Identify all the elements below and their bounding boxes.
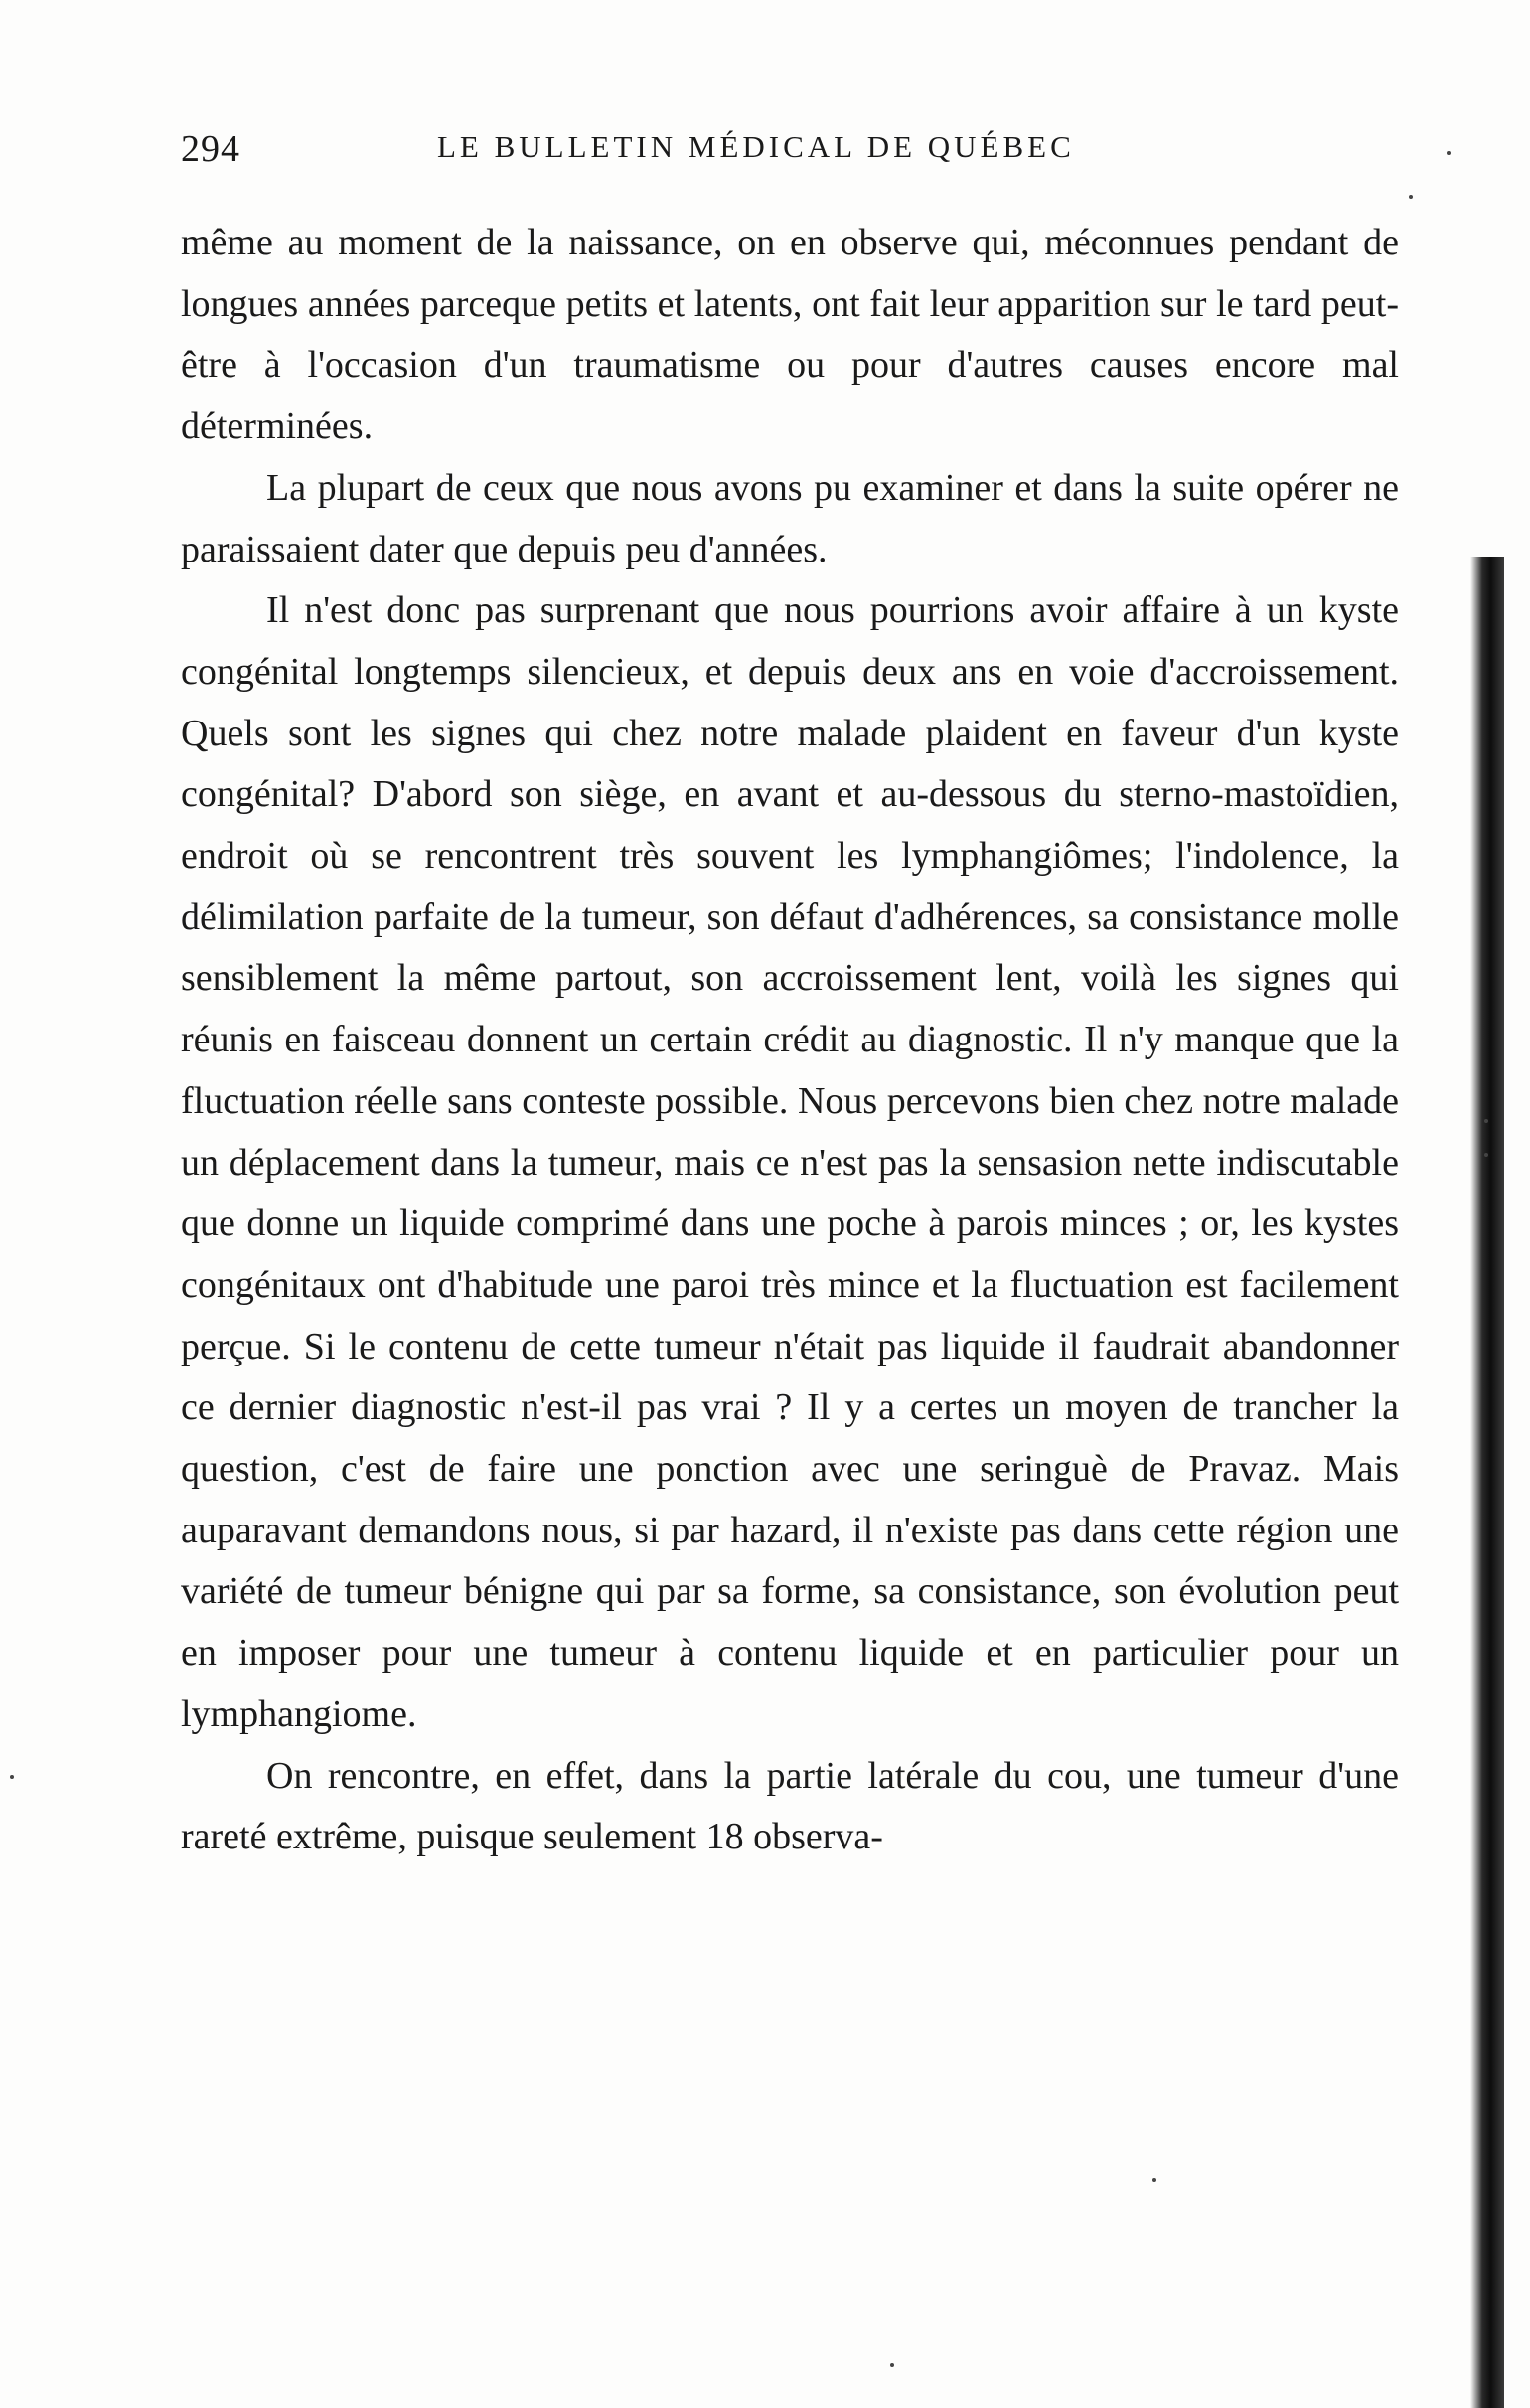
page-header [181,127,1399,177]
scan-speck [1409,195,1413,199]
scan-speck [1484,1153,1488,1157]
scan-speck [890,2363,894,2367]
paragraph-2: La plupart de ceux que nous avons pu examiner et dans la suite opérer ne paraissaient dater que depuis peu d'années. [181,466,1399,570]
binding-shadow [1470,557,1504,2408]
body-text [181,213,1399,1868]
running-title: LE BULLETIN MÉDICAL DE QUÉBEC [437,129,1075,164]
paragraph-3: Il n'est donc pas surprenant que nous pourrions avoir affaire à un kyste congénital longtemps silencieux, et depuis deux ans en voie d'accroissement. Quels sont les signes qui chez notre malade plaident en faveur d'un kyste congénital? D'abord son siège, en avant et au-dessous du sterno-mastoïdien, endroit où se rencontrent très souvent les lymphangiômes; l'indolence, la délimilation parfaite de la tumeur, son défaut d'adhérences, sa consistance molle sensiblement la même partout, son accroissement lent, voilà les signes qui réunis en faisceau donnent un certain crédit au diagnostic. Il n'y manque que la fluctuation réelle sans conteste possible. Nous percevons bien chez notre malade un déplacement dans la tumeur, mais ce n'est pas la sensasion nette indiscutable que donne un liquide comprimé dans une poche à parois minces ; or, les kystes congénitaux ont d'habitude une paroi très mince et la fluctuation est facilement perçue. Si le contenu de cette tumeur n'était pas liquide il faudrait abandonner ce dernier diagnostic n'est-il pas vrai ? Il y a certes un moyen de trancher la question, c'est de faire une ponction avec une seringuè de Pravaz. Mais auparavant demandons nous, si par hazard, il n'existe pas dans cette région une variété de tumeur bénigne qui par sa forme, sa consistance, son évolution peut en imposer pour une tumeur à contenu liquide et en particulier pour un lymphangiome. [181,589,1399,1735]
scan-speck [1447,151,1451,155]
scan-speck [1484,1119,1488,1123]
paragraph-1: même au moment de la naissance, on en observe qui, méconnues pendant de longues années parceque petits et latents, ont fait leur apparition sur le tard peut-être à l'occasion d'un traumatisme ou pour d'autres causes encore mal déterminées. [181,222,1399,448]
page-number: 294 [181,128,240,170]
scan-speck [10,1775,14,1779]
paragraph-4: On rencontre, en effet, dans la partie latérale du cou, une tumeur d'une rareté extrême, puisque seulement 18 observa- [181,1754,1399,1858]
scan-speck [1152,2178,1156,2182]
